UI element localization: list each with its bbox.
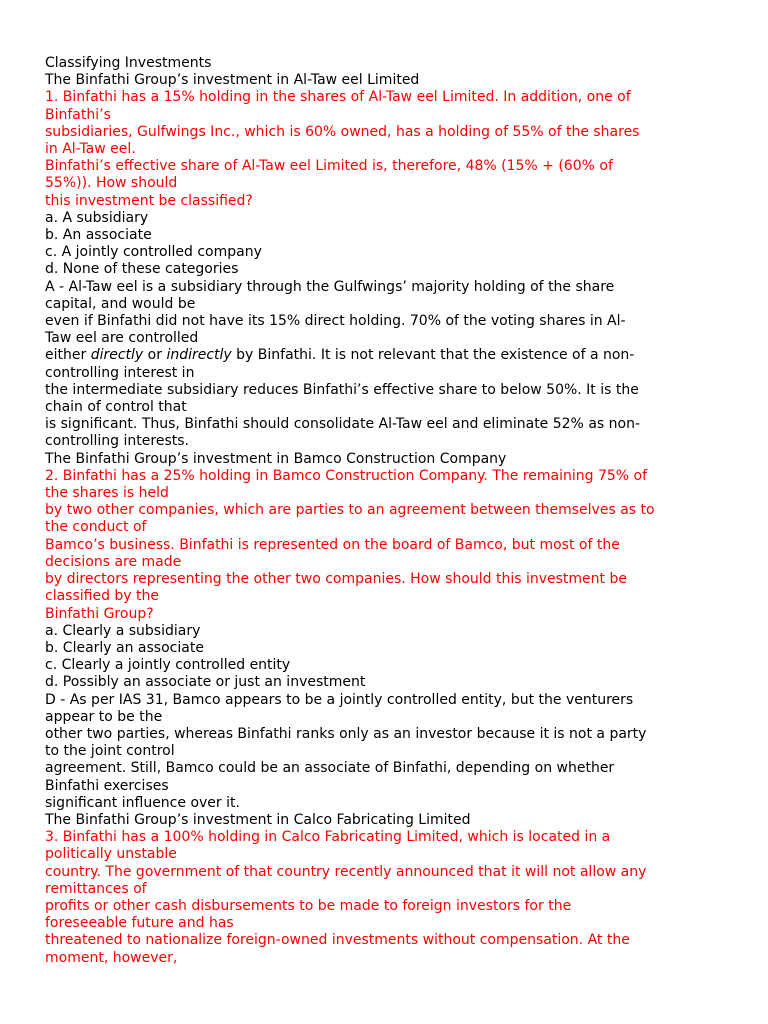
question-2-line: the conduct of — [45, 519, 147, 536]
question-2-line: classified by the — [45, 588, 160, 605]
question-2-line: by two other companies, which are parties to an agreement between themselves as to — [45, 502, 655, 519]
answer-1-line: capital, and would be — [45, 295, 196, 312]
answer-2-line: to the joint control — [45, 743, 175, 760]
answer-2-line: significant influence over it. — [45, 794, 240, 811]
question-3-line: remittances of — [45, 880, 147, 897]
question-1-line: 55%)). How should — [45, 175, 178, 192]
answer-2-line: agreement. Still, Bamco could be an associate of Binfathi, depending on whether — [45, 760, 615, 777]
answer-2-line: D - As per IAS 31, Bamco appears to be a jointly controlled entity, but the venturers — [45, 691, 634, 708]
answer-1-line: chain of control that — [45, 399, 187, 416]
question-1-option-b: b. An associate — [45, 227, 152, 244]
question-1-option-d: d. None of these categories — [45, 261, 239, 278]
question-1-option-a: a. A subsidiary — [45, 209, 149, 226]
section-2-heading: The Binfathi Group’s investment in Bamco Construction Company — [45, 450, 507, 467]
question-1-line: this investment be classified? — [45, 192, 253, 209]
question-2-option-c: c. Clearly a jointly controlled entity — [45, 657, 291, 674]
question-2-option-a: a. Clearly a subsidiary — [45, 622, 201, 639]
answer-2-line: appear to be the — [45, 708, 163, 725]
question-3-line: moment, however, — [45, 949, 178, 966]
answer-1-line: is significant. Thus, Binfathi should consolidate Al-Taw eel and eliminate 52% as non- — [45, 416, 640, 433]
answer-1-line: Taw eel are controlled — [45, 330, 199, 347]
answer-1-text: by Binfathi. It is not relevant that the existence of a non- — [231, 347, 635, 364]
question-2-line: 2. Binfathi has a 25% holding in Bamco Construction Company. The remaining 75% of — [45, 467, 648, 484]
question-2-line: Bamco’s business. Binfathi is represented on the board of Bamco, but most of the — [45, 536, 620, 553]
question-3-line: 3. Binfathi has a 100% holding in Calco Fabricating Limited, which is located in a — [45, 829, 611, 846]
question-1-option-c: c. A jointly controlled company — [45, 244, 262, 261]
section-3-heading: The Binfathi Group’s investment in Calco Fabricating Limited — [45, 811, 471, 828]
question-2-line: decisions are made — [45, 553, 182, 570]
question-3-line: politically unstable — [45, 846, 177, 863]
answer-2-line: other two parties, whereas Binfathi ranks only as an investor because it is not a party — [45, 725, 647, 742]
question-2-option-d: d. Possibly an associate or just an investment — [45, 674, 366, 691]
question-2-option-b: b. Clearly an associate — [45, 639, 204, 656]
answer-1-line: controlling interests. — [45, 433, 189, 450]
question-3-line: threatened to nationalize foreign-owned investments without compensation. At the — [45, 932, 630, 949]
question-1-line: subsidiaries, Gulfwings Inc., which is 60% owned, has a holding of 55% of the shares — [45, 123, 640, 140]
question-1-line: in Al-Taw eel. — [45, 141, 136, 158]
question-1-line: Binfathi’s effective share of Al-Taw eel Limited is, therefore, 48% (15% + (60% of — [45, 158, 613, 175]
answer-1-emphasis-indirectly: indirectly — [166, 347, 232, 364]
question-2-line: Binfathi Group? — [45, 605, 154, 622]
question-3-line: profits or other cash disbursements to be made to foreign investors for the — [45, 897, 572, 914]
question-2-line: by directors representing the other two companies. How should this investment be — [45, 571, 627, 588]
question-2-line: the shares is held — [45, 485, 169, 502]
answer-1-line: A - Al-Taw eel is a subsidiary through the Gulfwings’ majority holding of the share — [45, 278, 615, 295]
question-1-line: Binfathi’s — [45, 106, 111, 123]
document-title: Classifying Investments — [45, 55, 212, 71]
answer-1-text: either — [45, 347, 91, 364]
question-3-line: country. The government of that country recently announced that it will not allow any — [45, 863, 647, 880]
answer-1-line — [45, 347, 728, 364]
question-3-line: foreseeable future and has — [45, 915, 234, 932]
answer-1-line: the intermediate subsidiary reduces Binfathi’s effective share to below 50%. It is the — [45, 381, 639, 398]
question-1-line: 1. Binfathi has a 15% holding in the shares of Al-Taw eel Limited. In addition, one of — [45, 89, 631, 106]
answer-1-line: controlling interest in — [45, 364, 195, 381]
answer-1-line: even if Binfathi did not have its 15% direct holding. 70% of the voting shares in Al- — [45, 313, 626, 330]
answer-1-text: or — [143, 347, 167, 364]
answer-2-line: Binfathi exercises — [45, 777, 169, 794]
section-1-heading: The Binfathi Group’s investment in Al-Taw eel Limited — [45, 72, 420, 89]
answer-1-emphasis-directly: directly — [90, 347, 144, 364]
